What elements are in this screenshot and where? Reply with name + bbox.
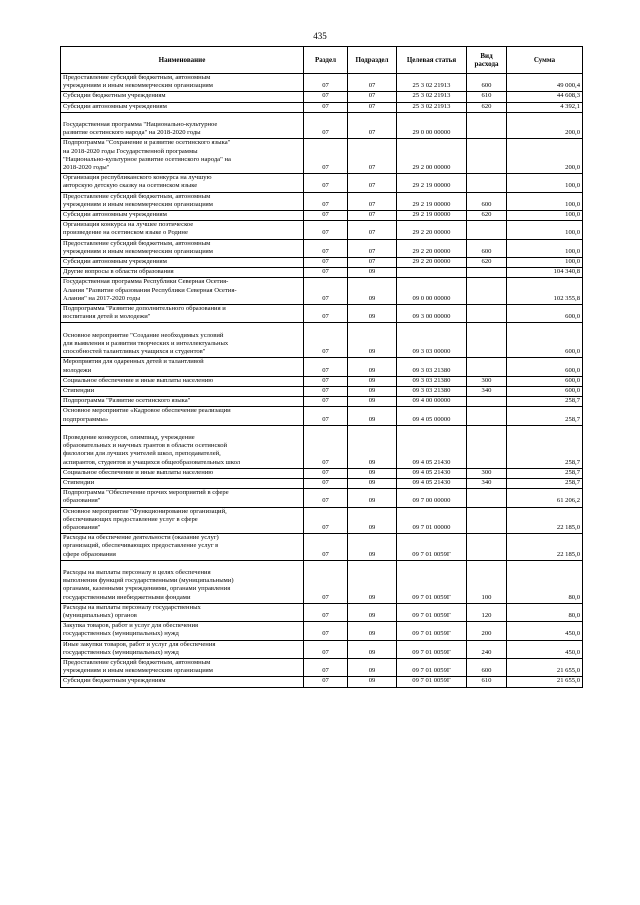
cell-expense-type: [467, 407, 507, 425]
table-row: [61, 139, 583, 174]
cell-section: 07: [304, 268, 348, 278]
cell-target: 09 3 03 21380: [397, 386, 467, 396]
cell-subsection: 07: [348, 102, 397, 112]
cell-name: Закупка товаров, работ и услуг для обеспечения государственных (муниципальных) нужд: [61, 622, 304, 640]
cell-sum: 80,0: [507, 560, 583, 603]
cell-target: 29 2 00 00000: [397, 139, 467, 174]
cell-subsection: 09: [348, 507, 397, 534]
cell-expense-type: 610: [467, 677, 507, 687]
cell-subsection: 09: [348, 489, 397, 507]
cell-sum: 258,7: [507, 397, 583, 407]
cell-target: 29 2 20 00000: [397, 258, 467, 268]
cell-subsection: 09: [348, 358, 397, 376]
cell-expense-type: [467, 323, 507, 358]
cell-sum: 450,0: [507, 622, 583, 640]
page-number: 435: [313, 31, 327, 41]
cell-sum: 100,0: [507, 192, 583, 210]
cell-subsection: 07: [348, 221, 397, 239]
table-row: [61, 397, 583, 407]
table-row: [61, 534, 583, 561]
cell-name: Основное мероприятие «Кадровое обеспечение реализации подпрограммы»: [61, 407, 304, 425]
cell-subsection: 07: [348, 258, 397, 268]
cell-expense-type: [467, 425, 507, 468]
cell-sum: 100,0: [507, 221, 583, 239]
cell-section: 07: [304, 239, 348, 257]
cell-expense-type: [467, 305, 507, 323]
cell-sum: 600,0: [507, 376, 583, 386]
cell-sum: 44 608,3: [507, 92, 583, 102]
cell-subsection: 09: [348, 407, 397, 425]
cell-subsection: 09: [348, 468, 397, 478]
table-row: [61, 323, 583, 358]
cell-target: 09 7 01 0059Г: [397, 560, 467, 603]
cell-section: 07: [304, 507, 348, 534]
header-subsection: Подраздел: [348, 47, 397, 74]
cell-name: Иные закупки товаров, работ и услуг для обеспечения государственных (муниципальных) нужд: [61, 640, 304, 658]
cell-expense-type: 340: [467, 386, 507, 396]
table-row: [61, 268, 583, 278]
cell-expense-type: 600: [467, 239, 507, 257]
cell-expense-type: 600: [467, 659, 507, 677]
cell-section: 07: [304, 192, 348, 210]
cell-target: 25 3 02 21913: [397, 92, 467, 102]
cell-name: Социальное обеспечение и иные выплаты населению: [61, 468, 304, 478]
cell-sum: 100,0: [507, 211, 583, 221]
table-row: [61, 102, 583, 112]
cell-section: 07: [304, 640, 348, 658]
cell-target: 09 4 05 00000: [397, 407, 467, 425]
cell-section: 07: [304, 211, 348, 221]
table-row: [61, 305, 583, 323]
cell-subsection: 07: [348, 139, 397, 174]
cell-subsection: 09: [348, 305, 397, 323]
cell-target: 09 4 05 21430: [397, 478, 467, 488]
cell-target: 29 2 19 00000: [397, 211, 467, 221]
cell-name: Субсидии автономным учреждениям: [61, 258, 304, 268]
cell-name: Расходы на выплаты персоналу в целях обеспечения выполнения функций государственными (муниципальными) органами, казенными учреждениями, органами управления государственными внебюджетными фондами: [61, 560, 304, 603]
table-row: [61, 192, 583, 210]
cell-name: Проведение конкурсов, олимпиад, учреждение образовательных и научных грантов в области осетинской филологии для лучших учителей школ, преподавателей, аспирантов, студентов и учащихся общеобразовательных школ: [61, 425, 304, 468]
cell-section: 07: [304, 560, 348, 603]
cell-target: 09 7 01 00000: [397, 507, 467, 534]
cell-target: 09 4 00 00000: [397, 397, 467, 407]
cell-sum: 200,0: [507, 139, 583, 174]
table-row: [61, 221, 583, 239]
cell-section: 07: [304, 323, 348, 358]
table-row: [61, 640, 583, 658]
cell-name: Подпрограмма "Сохранение и развитие осетинского языка" на 2018-2020 годы Государственной программы "Национально-культурное развитие осетинского народа" на 2018-2020 годы": [61, 139, 304, 174]
table-row: [61, 507, 583, 534]
cell-subsection: 09: [348, 478, 397, 488]
cell-target: 29 2 19 00000: [397, 192, 467, 210]
cell-sum: 102 355,8: [507, 278, 583, 305]
cell-target: 09 7 01 0059Г: [397, 659, 467, 677]
cell-sum: 258,7: [507, 468, 583, 478]
cell-target: 09 7 00 00000: [397, 489, 467, 507]
table-row: [61, 358, 583, 376]
cell-target: 09 4 05 21430: [397, 468, 467, 478]
cell-expense-type: 200: [467, 622, 507, 640]
cell-subsection: 07: [348, 211, 397, 221]
cell-sum: 4 392,1: [507, 102, 583, 112]
cell-target: 09 4 05 21430: [397, 425, 467, 468]
cell-name: Мероприятия для одаренных детей и талантливой молодежи: [61, 358, 304, 376]
header-expense-type: Вид расхода: [467, 47, 507, 74]
cell-section: 07: [304, 74, 348, 92]
cell-name: Государственная программа Республики Северная Осетия- Алания "Развитие образования Республики Северная Осетия- Алания" на 2017-2020 годы: [61, 278, 304, 305]
cell-name: Предоставление субсидий бюджетным, автономным учреждениям и иным некоммерческим организациям: [61, 659, 304, 677]
cell-target: 29 2 20 00000: [397, 221, 467, 239]
table-row: [61, 386, 583, 396]
cell-section: 07: [304, 92, 348, 102]
cell-section: 07: [304, 174, 348, 192]
table-body: [61, 74, 583, 688]
cell-sum: 258,7: [507, 407, 583, 425]
cell-expense-type: 240: [467, 640, 507, 658]
table-row: [61, 425, 583, 468]
cell-name: Субсидии автономным учреждениям: [61, 102, 304, 112]
cell-target: 29 2 19 00000: [397, 174, 467, 192]
cell-name: Стипендии: [61, 478, 304, 488]
cell-expense-type: [467, 174, 507, 192]
cell-section: 07: [304, 659, 348, 677]
cell-sum: 22 185,0: [507, 534, 583, 561]
table-row: [61, 560, 583, 603]
cell-subsection: 09: [348, 425, 397, 468]
cell-subsection: 09: [348, 386, 397, 396]
cell-target: [397, 268, 467, 278]
cell-target: 25 3 02 21913: [397, 74, 467, 92]
cell-sum: 100,0: [507, 239, 583, 257]
cell-name: Субсидии бюджетным учреждениям: [61, 92, 304, 102]
cell-name: Подпрограмма "Развитие осетинского языка": [61, 397, 304, 407]
cell-subsection: 07: [348, 112, 397, 139]
cell-sum: 100,0: [507, 174, 583, 192]
cell-subsection: 09: [348, 376, 397, 386]
cell-section: 07: [304, 407, 348, 425]
header-section: Раздел: [304, 47, 348, 74]
cell-sum: 600,0: [507, 323, 583, 358]
cell-subsection: 09: [348, 603, 397, 621]
cell-expense-type: 620: [467, 102, 507, 112]
cell-section: 07: [304, 386, 348, 396]
cell-name: Подпрограмма "Развитие дополнительного образования и воспитания детей и молодежи": [61, 305, 304, 323]
table-row: [61, 112, 583, 139]
cell-sum: 200,0: [507, 112, 583, 139]
cell-name: Подпрограмма "Обеспечение прочих мероприятий в сфере образования": [61, 489, 304, 507]
cell-target: 09 3 00 00000: [397, 305, 467, 323]
cell-name: Субсидии автономным учреждениям: [61, 211, 304, 221]
cell-expense-type: 600: [467, 74, 507, 92]
table-row: [61, 478, 583, 488]
header-sum: Сумма: [507, 47, 583, 74]
cell-section: 07: [304, 139, 348, 174]
cell-target: 09 7 01 0059Г: [397, 677, 467, 687]
cell-target: 09 7 01 0059Г: [397, 603, 467, 621]
cell-name: Расходы на выплаты персоналу государственных (муниципальных) органов: [61, 603, 304, 621]
cell-subsection: 07: [348, 74, 397, 92]
cell-expense-type: [467, 489, 507, 507]
cell-section: 07: [304, 221, 348, 239]
cell-sum: 80,0: [507, 603, 583, 621]
cell-section: 07: [304, 112, 348, 139]
cell-section: 07: [304, 102, 348, 112]
cell-expense-type: 300: [467, 376, 507, 386]
cell-subsection: 09: [348, 560, 397, 603]
cell-name: Предоставление субсидий бюджетным, автономным учреждениям и иным некоммерческим организациям: [61, 192, 304, 210]
cell-expense-type: [467, 268, 507, 278]
cell-section: 07: [304, 489, 348, 507]
budget-table: [60, 46, 583, 688]
table-row: [61, 407, 583, 425]
table-row: [61, 278, 583, 305]
table-row: [61, 376, 583, 386]
cell-section: 07: [304, 258, 348, 268]
cell-sum: 104 340,8: [507, 268, 583, 278]
cell-section: 07: [304, 468, 348, 478]
cell-target: 09 3 03 21380: [397, 376, 467, 386]
cell-expense-type: [467, 358, 507, 376]
cell-section: 07: [304, 305, 348, 323]
cell-name: Организация республиканского конкурса на лучшую авторскую детскую сказку на осетинском языке: [61, 174, 304, 192]
cell-target: 29 0 00 00000: [397, 112, 467, 139]
cell-sum: 61 206,2: [507, 489, 583, 507]
cell-subsection: 09: [348, 622, 397, 640]
cell-section: 07: [304, 622, 348, 640]
cell-expense-type: [467, 507, 507, 534]
cell-sum: 100,0: [507, 258, 583, 268]
cell-subsection: 09: [348, 268, 397, 278]
cell-section: 07: [304, 278, 348, 305]
cell-section: 07: [304, 677, 348, 687]
cell-target: 25 3 02 21913: [397, 102, 467, 112]
cell-expense-type: [467, 112, 507, 139]
header-target: Целевая статья: [397, 47, 467, 74]
cell-target: 29 2 20 00000: [397, 239, 467, 257]
cell-name: Организация конкурса на лучшее поэтическое произведение на осетинском языке о Родине: [61, 221, 304, 239]
cell-expense-type: 600: [467, 192, 507, 210]
table-row: [61, 239, 583, 257]
cell-sum: 21 655,0: [507, 677, 583, 687]
cell-expense-type: [467, 278, 507, 305]
cell-target: 09 7 01 0059Г: [397, 640, 467, 658]
cell-target: 09 7 01 0059Г: [397, 622, 467, 640]
cell-section: 07: [304, 358, 348, 376]
table-row: [61, 677, 583, 687]
cell-target: 09 7 01 0059Г: [397, 534, 467, 561]
cell-subsection: 07: [348, 92, 397, 102]
table-row: [61, 258, 583, 268]
cell-subsection: 09: [348, 397, 397, 407]
cell-sum: 49 000,4: [507, 74, 583, 92]
cell-name: Стипендии: [61, 386, 304, 396]
table-row: [61, 74, 583, 92]
cell-section: 07: [304, 534, 348, 561]
cell-sum: 21 655,0: [507, 659, 583, 677]
table-row: [61, 659, 583, 677]
cell-name: Основное мероприятие "Функционирование организаций, обеспечивающих предоставление услуг в сфере образования": [61, 507, 304, 534]
cell-sum: 258,7: [507, 425, 583, 468]
table-row: [61, 489, 583, 507]
cell-name: Другие вопросы в области образования: [61, 268, 304, 278]
cell-name: Предоставление субсидий бюджетным, автономным учреждениям и иным некоммерческим организациям: [61, 74, 304, 92]
cell-sum: 600,0: [507, 305, 583, 323]
table-row: [61, 174, 583, 192]
table-row: [61, 468, 583, 478]
cell-expense-type: 620: [467, 258, 507, 268]
cell-subsection: 09: [348, 278, 397, 305]
cell-section: 07: [304, 478, 348, 488]
table-row: [61, 603, 583, 621]
table-header-row: [61, 47, 583, 74]
cell-sum: 600,0: [507, 358, 583, 376]
cell-expense-type: 120: [467, 603, 507, 621]
cell-subsection: 09: [348, 640, 397, 658]
cell-target: 09 3 03 00000: [397, 323, 467, 358]
cell-expense-type: 340: [467, 478, 507, 488]
cell-expense-type: 100: [467, 560, 507, 603]
cell-subsection: 09: [348, 323, 397, 358]
cell-name: Социальное обеспечение и иные выплаты населению: [61, 376, 304, 386]
cell-name: Основное мероприятие "Создание необходимых условий для выявления и развития творческих и интеллектуальных способностей талантливых учащихся и студентов": [61, 323, 304, 358]
cell-expense-type: 620: [467, 211, 507, 221]
cell-section: 07: [304, 425, 348, 468]
cell-subsection: 07: [348, 239, 397, 257]
cell-name: Предоставление субсидий бюджетным, автономным учреждениям и иным некоммерческим организациям: [61, 239, 304, 257]
cell-expense-type: [467, 139, 507, 174]
cell-sum: 258,7: [507, 478, 583, 488]
cell-expense-type: 610: [467, 92, 507, 102]
cell-subsection: 09: [348, 534, 397, 561]
table-row: [61, 622, 583, 640]
cell-name: Субсидии бюджетным учреждениям: [61, 677, 304, 687]
cell-sum: 450,0: [507, 640, 583, 658]
cell-sum: 600,0: [507, 386, 583, 396]
table-row: [61, 211, 583, 221]
cell-expense-type: [467, 221, 507, 239]
table-row: [61, 92, 583, 102]
header-name: Наименование: [61, 47, 304, 74]
cell-subsection: 07: [348, 192, 397, 210]
cell-target: 09 0 00 00000: [397, 278, 467, 305]
cell-sum: 22 185,0: [507, 507, 583, 534]
cell-section: 07: [304, 397, 348, 407]
cell-name: Государственная программа "Национально-культурное развитие осетинского народа" на 2018-2020 годы: [61, 112, 304, 139]
cell-name: Расходы на обеспечение деятельности (оказание услуг) организаций, обеспечивающих предоставление услуг в сфере образования: [61, 534, 304, 561]
cell-subsection: 07: [348, 174, 397, 192]
cell-expense-type: 300: [467, 468, 507, 478]
cell-section: 07: [304, 376, 348, 386]
cell-subsection: 09: [348, 659, 397, 677]
cell-expense-type: [467, 534, 507, 561]
cell-subsection: 09: [348, 677, 397, 687]
cell-section: 07: [304, 603, 348, 621]
cell-target: 09 3 03 21380: [397, 358, 467, 376]
cell-expense-type: [467, 397, 507, 407]
